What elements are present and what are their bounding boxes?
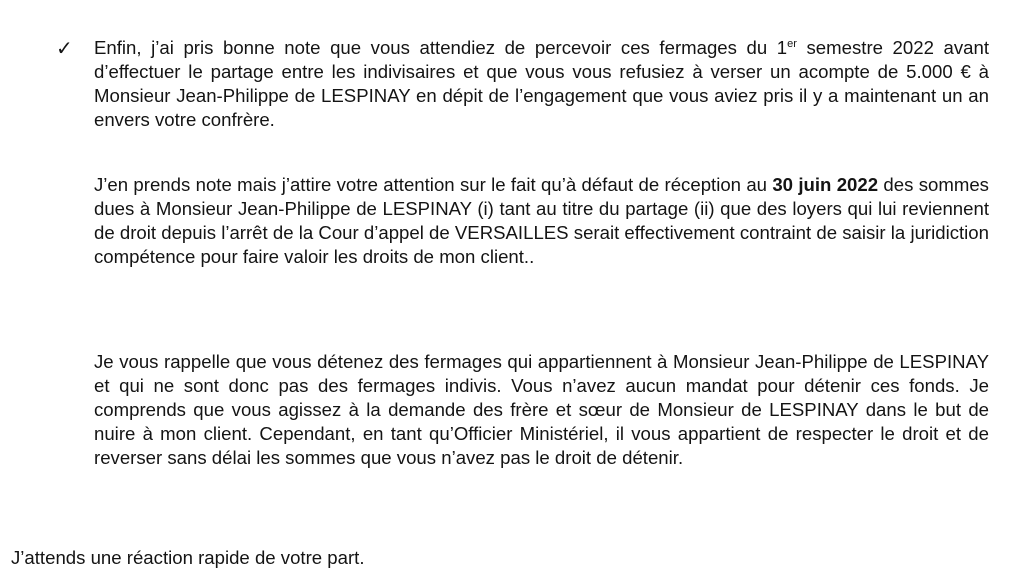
superscript-er: er bbox=[787, 38, 797, 50]
deadline-date: 30 juin 2022 bbox=[772, 174, 879, 195]
checkmark-icon: ✓ bbox=[56, 36, 73, 60]
paragraph1-part-1: J’en prends note mais j’attire votre attention sur le fait qu’à défaut de réception au bbox=[94, 174, 773, 195]
bullet-text-part-2: semestre 2022 avant d’effectuer le partage entre les indivisaires et que vous vous refusiez à verser un acompte de 5.000 € à Monsieur Jean-Philippe de LESPINAY en dépit de l’engagement que vous aviez pris il y a maintenant un an envers votre confrère. bbox=[94, 37, 989, 130]
closing-line: J’attends une réaction rapide de votre part. bbox=[11, 547, 365, 568]
paragraph1-part-2: des sommes dues à Monsieur Jean-Philippe de LESPINAY (i) tant au titre du partage (ii) que des loyers qui lui reviennent de droit depuis l’arrêt de la Cour d’appel de VERSAILLES serait effectivement contraint de saisir la juridiction compétence pour faire valoir les droits de mon client.. bbox=[94, 174, 989, 267]
paragraph-reminder: Je vous rappelle que vous détenez des fermages qui appartiennent à Monsieur Jean-Philippe de LESPINAY et qui ne sont donc pas des fermages indivis. Vous n’avez aucun mandat pour détenir ces fonds. Je comprends que vous agissez à la demande des frère et sœur de Monsieur de LESPINAY dans le but de nuire à mon client. Cependant, en tant qu’Officier Ministériel, il vous appartient de respecter le droit et de reverser sans délai les sommes que vous n’avez pas le droit de détenir. bbox=[94, 351, 989, 468]
bullet-paragraph bbox=[94, 36, 989, 132]
paragraph-deadline-notice bbox=[94, 173, 989, 269]
bullet-text-part-1: Enfin, j’ai pris bonne note que vous attendiez de percevoir ces fermages du 1 bbox=[94, 37, 788, 58]
